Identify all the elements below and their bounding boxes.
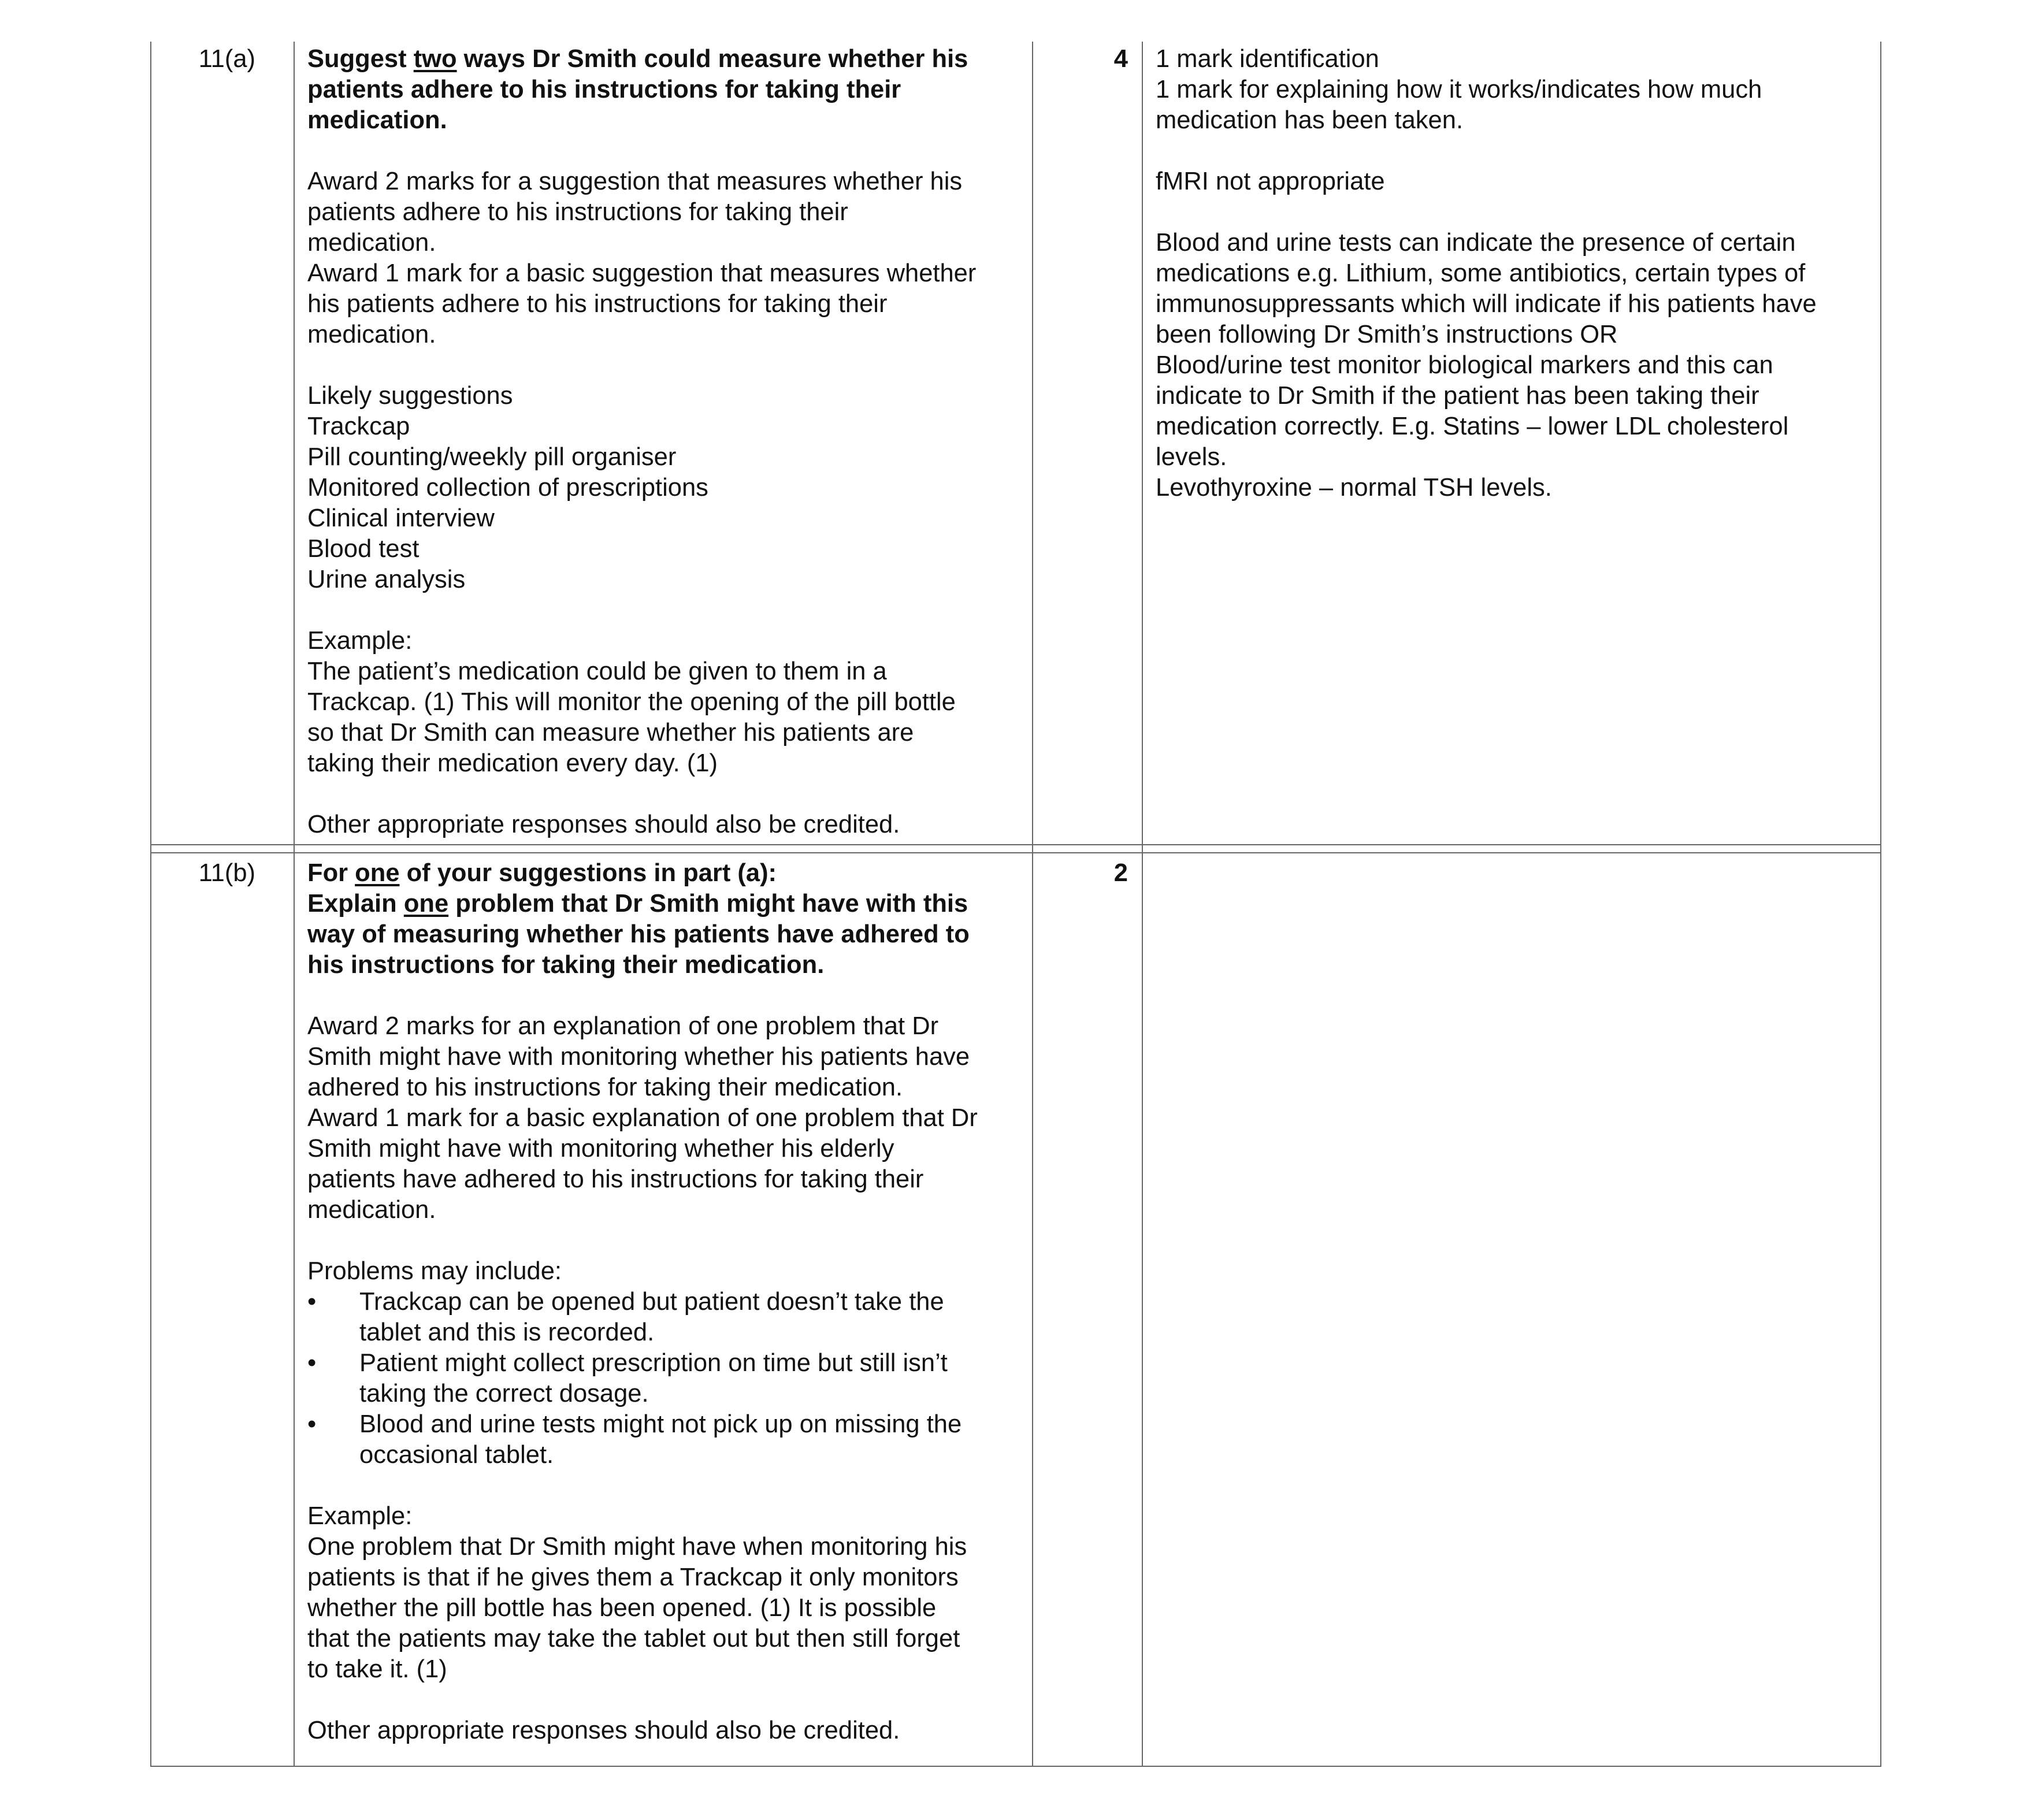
guidance-cell <box>1142 42 1881 845</box>
guidance-line: immunosuppressants which will indicate if his patients have <box>1156 290 1817 318</box>
award-criteria-line: medication. <box>307 229 436 257</box>
example-line: taking their medication every day. (1) <box>307 749 718 777</box>
question-number: 11(a) <box>198 45 255 73</box>
question-text-line: patients adhere to his instructions for taking their <box>307 76 901 103</box>
suggestion-item: Clinical interview <box>307 504 495 532</box>
guidance-cell <box>1142 853 1881 1766</box>
example-heading: Example: <box>307 1502 413 1530</box>
award-criteria-line: Smith might have with monitoring whether his elderly <box>307 1135 894 1162</box>
suggestion-item: Urine analysis <box>307 566 466 593</box>
guidance-line: Blood/urine test monitor biological markers and this can <box>1156 351 1773 379</box>
award-criteria-line: Award 1 mark for a basic suggestion that measures whether <box>307 259 977 287</box>
guidance-line: been following Dr Smith’s instructions OR <box>1156 321 1618 348</box>
question-row-11a <box>151 42 1881 845</box>
answer-cell <box>294 42 1033 845</box>
marks-value: 4 <box>1113 45 1128 73</box>
problems-heading: Problems may include: <box>307 1257 562 1285</box>
problem-bullet-item: • Patient might collect prescription on time but still isn’t taking the correct dosage. <box>307 1348 1016 1409</box>
emphasis-word: two <box>413 45 457 73</box>
guidance-line: Levothyroxine – normal TSH levels. <box>1156 474 1552 502</box>
award-criteria-line: patients have adhered to his instructions for taking their <box>307 1165 924 1193</box>
emphasis-word: one <box>355 859 400 887</box>
question-text-line: Explain one problem that Dr Smith might have with this <box>307 890 968 918</box>
example-line: that the patients may take the tablet out but then still forget <box>307 1625 960 1652</box>
marks-cell <box>1033 853 1142 1766</box>
guidance-line: medication correctly. E.g. Statins – lower LDL cholesterol <box>1156 413 1789 440</box>
guidance-line: indicate to Dr Smith if the patient has been taking their <box>1156 382 1759 410</box>
other-responses-note: Other appropriate responses should also be credited. <box>307 1717 900 1744</box>
emphasis-word: one <box>403 890 449 918</box>
question-text-line: For one of your suggestions in part (a): <box>307 859 777 887</box>
answer-cell <box>294 853 1033 1766</box>
question-row-11b <box>151 853 1881 1766</box>
guidance-line: 1 mark for explaining how it works/indicates how much <box>1156 76 1762 103</box>
other-responses-note: Other appropriate responses should also be credited. <box>307 811 900 838</box>
guidance-line: medication has been taken. <box>1156 106 1464 134</box>
guidance-line: medications e.g. Lithium, some antibiotics, certain types of <box>1156 259 1806 287</box>
guidance-line: 1 mark identification <box>1156 45 1379 73</box>
problem-bullet-item: • Blood and urine tests might not pick up on missing the occasional tablet. <box>307 1409 1016 1470</box>
row-separator <box>151 845 1881 853</box>
marks-value: 2 <box>1113 859 1128 887</box>
suggestion-item: Monitored collection of prescriptions <box>307 474 708 502</box>
question-text-line: medication. <box>307 106 447 134</box>
bullet-icon: • <box>307 1349 317 1377</box>
question-text-line: Suggest two ways Dr Smith could measure whether his <box>307 45 968 73</box>
example-line: so that Dr Smith can measure whether his patients are <box>307 719 914 746</box>
award-criteria-line: his patients adhere to his instructions for taking their <box>307 290 888 318</box>
award-criteria-line: Smith might have with monitoring whether his patients have <box>307 1043 970 1071</box>
award-criteria-line: adhered to his instructions for taking their medication. <box>307 1074 903 1101</box>
example-heading: Example: <box>307 627 413 655</box>
example-line: whether the pill bottle has been opened. (1) It is possible <box>307 1594 937 1622</box>
marks-cell <box>1033 42 1142 845</box>
award-criteria-line: medication. <box>307 1196 436 1224</box>
example-line: One problem that Dr Smith might have when monitoring his <box>307 1533 967 1561</box>
guidance-line: levels. <box>1156 443 1227 471</box>
suggestion-item: Pill counting/weekly pill organiser <box>307 443 677 471</box>
suggestions-heading: Likely suggestions <box>307 382 513 410</box>
question-number-cell <box>151 42 294 845</box>
example-line: patients is that if he gives them a Trackcap it only monitors <box>307 1563 959 1591</box>
award-criteria-line: medication. <box>307 321 436 348</box>
award-criteria-line: Award 1 mark for a basic explanation of one problem that Dr <box>307 1104 978 1132</box>
problem-bullet-item: • Trackcap can be opened but patient doesn’t take the tablet and this is recorded. <box>307 1287 1016 1348</box>
question-number: 11(b) <box>198 859 255 887</box>
example-line: Trackcap. (1) This will monitor the opening of the pill bottle <box>307 688 956 716</box>
award-criteria-line: Award 2 marks for an explanation of one problem that Dr <box>307 1012 939 1040</box>
question-number-cell <box>151 853 294 1766</box>
example-line: to take it. (1) <box>307 1655 447 1683</box>
question-text-line: his instructions for taking their medication. <box>307 951 825 979</box>
bullet-icon: • <box>307 1288 317 1316</box>
bullet-icon: • <box>307 1410 317 1438</box>
award-criteria-line: patients adhere to his instructions for taking their <box>307 198 848 226</box>
guidance-line: Blood and urine tests can indicate the presence of certain <box>1156 229 1796 257</box>
award-criteria-line: Award 2 marks for a suggestion that measures whether his <box>307 168 963 195</box>
question-text-line: way of measuring whether his patients have adhered to <box>307 920 970 948</box>
mark-scheme-table <box>150 42 1881 1767</box>
example-line: The patient’s medication could be given to them in a <box>307 658 887 685</box>
guidance-line: fMRI not appropriate <box>1156 168 1385 195</box>
suggestion-item: Blood test <box>307 535 419 563</box>
suggestion-item: Trackcap <box>307 413 410 440</box>
